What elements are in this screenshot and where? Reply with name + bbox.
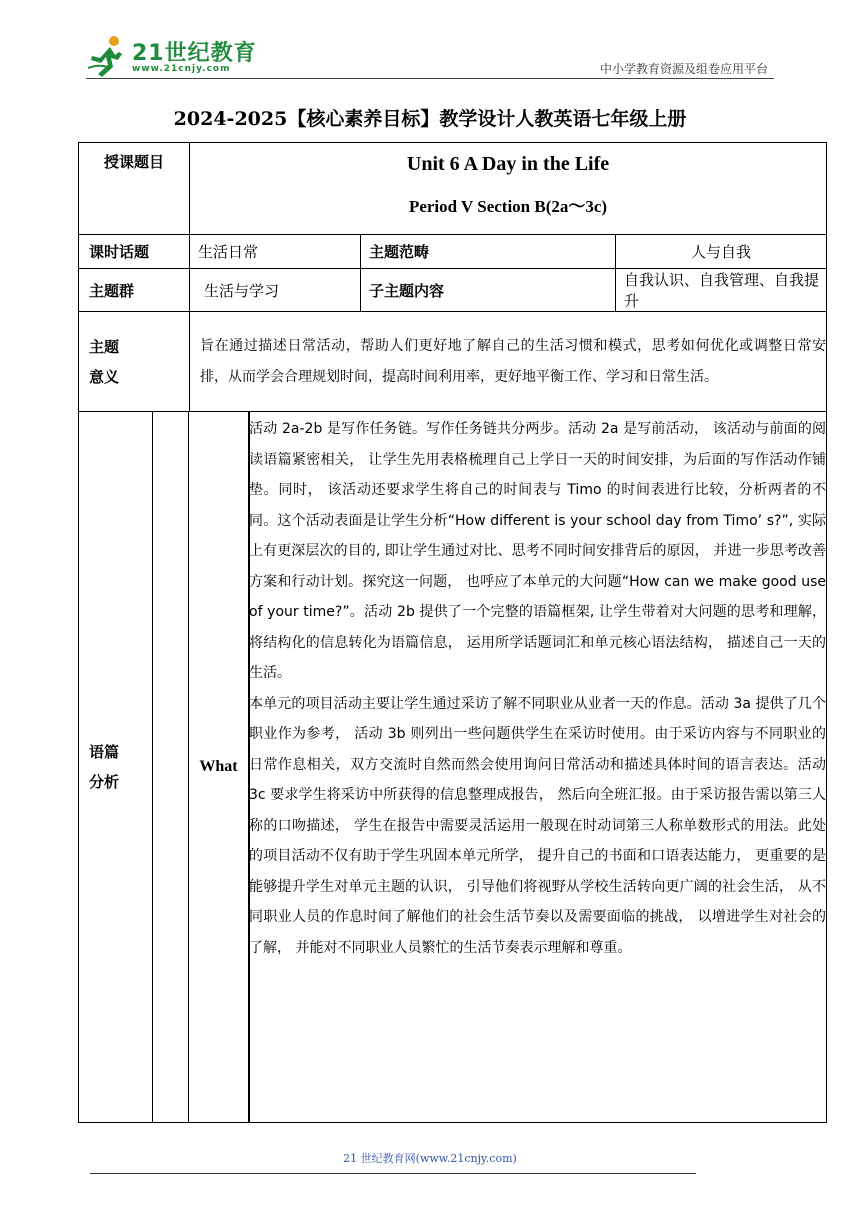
theme-scope-label: 主题范畴: [361, 235, 616, 269]
theme-group-label: 主题群: [79, 269, 190, 312]
what-cell: [153, 412, 249, 1123]
lesson-topic-label: 课时话题: [79, 235, 190, 269]
logo-text: 21世纪教育: [132, 41, 257, 66]
what-label: What: [199, 758, 238, 775]
topic-label: 授课题目: [79, 143, 190, 235]
theme-group-row: [79, 269, 827, 312]
header-divider: [86, 78, 774, 79]
text-analysis-row: [79, 412, 827, 1123]
runner-logo-icon: [86, 34, 128, 78]
theme-meaning-label-line1: 主题: [89, 337, 120, 356]
theme-scope-value: 人与自我: [616, 235, 827, 269]
analysis-label-cell: [79, 412, 153, 1123]
theme-meaning-label-line2: 意义: [89, 367, 120, 386]
footer-link[interactable]: 21 世纪教育网(www.21cnjy.com): [343, 1152, 517, 1165]
lesson-topic-value: 生活日常: [190, 235, 361, 269]
theme-meaning-label-cell: [79, 312, 190, 412]
topic-value-cell: [190, 143, 827, 235]
period-title: Period V Section B(2a～3c): [408, 197, 608, 216]
theme-meaning-text: 旨在通过描述日常活动，帮助人们更好地了解自己的生活习惯和模式，思考如何优化或调整日常安排，从而学会合理规划时间，提高时间利用率，更好地平衡工作、学习和日常生活。: [190, 312, 827, 412]
theme-group-value: 生活与学习: [190, 269, 361, 312]
logo-url: www.21cnjy.com: [132, 64, 231, 74]
spacer-column: [153, 412, 189, 1122]
unit-title: Unit 6 A Day in the Life: [406, 153, 610, 175]
site-logo[interactable]: [86, 34, 256, 78]
theme-meaning-row: [79, 312, 827, 412]
analysis-label-line1: 语篇: [89, 743, 120, 761]
topic-row: [79, 143, 827, 235]
subtheme-label: 子主题内容: [361, 269, 616, 312]
lesson-plan-table: [78, 142, 827, 1123]
what-content: [249, 412, 827, 1123]
platform-tagline: 中小学教育资源及组卷应用平台: [599, 62, 768, 76]
analysis-label-line2: 分析: [89, 773, 120, 791]
what-paragraph-2: 本单元的项目活动主要让学生通过采访了解不同职业从业者一天的作息。活动 3a 提供了几个职业作为参考， 活动 3b 则列出一些问题供学生在采访时使用。由于采访内容与不同职业的日常作息相关，双方交流时自然而然会使用询问日常活动和描述具体时间的语言表达。活动 3c 要求学生将采访中所获得的信息整理成报告， 然后向全班汇报。由于采访报告需以第三人称的口吻描述， 学生在报告中需要灵活运用一般现在时动词第三人称单数形式的用法。此处的项目活动不仅有助于学生巩固本单元所学， 提升自己的书面和口语表达能力， 更重要的是能够提升学生对单元主题的认识， 引导他们将视野从学校生活转向更广阔的社会生活， 从不同职业人员的作息时间了解他们的社会生活节奏以及需要面临的挑战， 以增进学生对社会的了解， 并能对不同职业人员繁忙的生活节奏表示理解和尊重。: [249, 695, 827, 956]
lesson-topic-row: [79, 235, 827, 269]
page-header: [0, 0, 860, 90]
footer-divider: [90, 1173, 696, 1174]
subtheme-value: 自我认识、自我管理、自我提升: [616, 269, 827, 312]
what-paragraph-1: 活动 2a-2b 是写作任务链。写作任务链共分两步。活动 2a 是写前活动， 该活动与前面的阅读语篇紧密相关， 让学生先用表格梳理自己上学日一天的时间安排，为后面的写作活动作铺垫。同时， 该活动还要求学生将自己的时间表与 Timo 的时间表进行比较，分析两者的不同。这个活动表面是让学生分析“How different is your school day from Timo’ s?”, 实际上有更深层次的目的, 即让学生通过对比、思考不同时间安排背后的原因， 并进一步思考改善方案和行动计划。探究这一问题， 也呼应了本单元的大问题“How can we make good use of your time?”。活动 2b 提供了一个完整的语篇框架, 让学生带着对大问题的思考和理解， 将结构化的信息转化为语篇信息， 运用所学话题词汇和单元核心语法结构， 描述自己一天的生活。: [249, 421, 827, 681]
document-title: 2024-2025【核心素养目标】教学设计人教英语七年级上册: [173, 108, 687, 130]
